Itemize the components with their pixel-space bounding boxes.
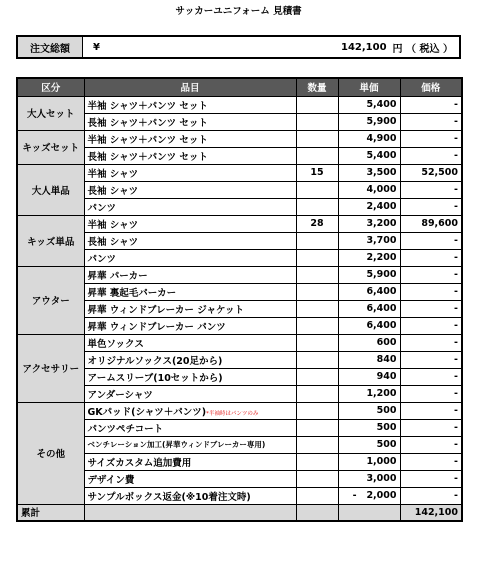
- item-name: 昇華 ウィンドブレーカー パンツ: [87, 321, 226, 333]
- item-name: パンツ: [87, 202, 117, 214]
- item-cell: [84, 198, 296, 215]
- line-total-cell: -: [400, 96, 462, 113]
- item-name: 長袖 シャツ＋パンツ セット: [87, 117, 208, 129]
- unit-price-cell: 840: [338, 351, 400, 368]
- table-row: [17, 419, 462, 436]
- table-row: [17, 368, 462, 385]
- qty-cell: [296, 130, 338, 147]
- item-cell: [84, 470, 296, 487]
- table-row: [17, 130, 462, 147]
- table-row: [17, 351, 462, 368]
- qty-cell: [296, 470, 338, 487]
- item-name: オリジナルソックス(20足から): [87, 355, 223, 367]
- qty-cell: [296, 266, 338, 283]
- item-cell: [84, 317, 296, 334]
- unit-price-cell: 2,400: [338, 198, 400, 215]
- line-total-cell: -: [400, 470, 462, 487]
- qty-cell: [296, 402, 338, 419]
- header-item: 品目: [84, 78, 296, 96]
- category-cell: アクセサリー: [17, 334, 84, 402]
- unit-price-cell: 3,200: [338, 215, 400, 232]
- item-cell: [84, 147, 296, 164]
- line-total-cell: -: [400, 453, 462, 470]
- line-total-cell: -: [400, 487, 462, 504]
- unit-price-cell: 940: [338, 368, 400, 385]
- item-cell: [84, 453, 296, 470]
- grand-total-label: 累計: [17, 504, 84, 521]
- qty-cell: 15: [296, 164, 338, 181]
- item-cell: [84, 181, 296, 198]
- line-total-cell: -: [400, 368, 462, 385]
- qty-cell: [296, 317, 338, 334]
- line-total-cell: 89,600: [400, 215, 462, 232]
- table-row: [17, 232, 462, 249]
- qty-cell: 28: [296, 215, 338, 232]
- line-total-cell: -: [400, 147, 462, 164]
- unit-price-cell: - 2,000: [338, 487, 400, 504]
- line-total-cell: -: [400, 436, 462, 453]
- category-cell: アウター: [17, 266, 84, 334]
- unit-price-cell: 1,200: [338, 385, 400, 402]
- item-name: パンツペチコート: [87, 423, 164, 435]
- item-cell: [84, 368, 296, 385]
- item-cell: [84, 232, 296, 249]
- line-total-cell: -: [400, 249, 462, 266]
- grand-total-row: [17, 504, 462, 521]
- qty-cell: [296, 113, 338, 130]
- qty-cell: [296, 181, 338, 198]
- item-cell: [84, 215, 296, 232]
- unit-price-cell: 500: [338, 402, 400, 419]
- table-row: [17, 266, 462, 283]
- item-name: 長袖 シャツ: [87, 236, 139, 248]
- item-name: ベンチレーション加工(昇華ウィンドブレーカー専用): [87, 440, 266, 449]
- line-total-cell: -: [400, 266, 462, 283]
- item-cell: [84, 487, 296, 504]
- item-name: 半袖 シャツ＋パンツ セット: [87, 134, 208, 146]
- table-row: [17, 300, 462, 317]
- qty-cell: [296, 96, 338, 113]
- unit-price-cell: 6,400: [338, 300, 400, 317]
- item-cell: [84, 402, 296, 419]
- unit-price-cell: 3,700: [338, 232, 400, 249]
- table-row: [17, 198, 462, 215]
- unit-price-cell: 1,000: [338, 453, 400, 470]
- table-row: [17, 181, 462, 198]
- line-total-cell: -: [400, 300, 462, 317]
- table-row: [17, 283, 462, 300]
- item-name: 昇華 パーカー: [87, 270, 148, 282]
- order-total-amount: 142,100: [341, 41, 387, 53]
- category-cell: その他: [17, 402, 84, 504]
- item-name: サイズカスタム追加費用: [87, 457, 192, 469]
- tax-included-note: 円 （ 税込 ）: [392, 43, 453, 55]
- item-cell: [84, 436, 296, 453]
- unit-price-cell: 600: [338, 334, 400, 351]
- item-cell: [84, 283, 296, 300]
- estimate-rows: [17, 96, 462, 504]
- qty-cell: [296, 147, 338, 164]
- page-title: サッカーユニフォーム 見積書: [175, 6, 302, 17]
- line-total-cell: -: [400, 317, 462, 334]
- qty-cell: [296, 334, 338, 351]
- line-total-cell: -: [400, 130, 462, 147]
- unit-price-cell: 4,000: [338, 181, 400, 198]
- qty-cell: [296, 198, 338, 215]
- unit-price-cell: 500: [338, 419, 400, 436]
- unit-price-cell: 3,500: [338, 164, 400, 181]
- table-row: [17, 402, 462, 419]
- item-cell: [84, 334, 296, 351]
- item-cell: [84, 300, 296, 317]
- item-name: アームスリーブ(10セットから): [87, 372, 223, 384]
- item-cell: [84, 130, 296, 147]
- item-name: デザイン費: [87, 474, 135, 486]
- line-total-cell: -: [400, 385, 462, 402]
- item-cell: [84, 419, 296, 436]
- grand-total-value: 142,100: [400, 504, 462, 521]
- table-row: [17, 249, 462, 266]
- item-name: アンダーシャツ: [87, 389, 153, 401]
- table-row: [17, 317, 462, 334]
- line-total-cell: -: [400, 351, 462, 368]
- item-cell: [84, 385, 296, 402]
- qty-cell: [296, 283, 338, 300]
- item-note: *半袖時はパンツのみ: [206, 410, 259, 417]
- category-cell: キッズセット: [17, 130, 84, 164]
- unit-price-cell: 4,900: [338, 130, 400, 147]
- item-cell: [84, 249, 296, 266]
- line-total-cell: -: [400, 419, 462, 436]
- line-total-cell: -: [400, 113, 462, 130]
- item-cell: [84, 113, 296, 130]
- unit-price-cell: 5,400: [338, 96, 400, 113]
- qty-cell: [296, 487, 338, 504]
- unit-price-cell: 2,200: [338, 249, 400, 266]
- table-row: [17, 487, 462, 504]
- qty-cell: [296, 436, 338, 453]
- qty-cell: [296, 385, 338, 402]
- line-total-cell: -: [400, 402, 462, 419]
- header-total: 価格: [400, 78, 462, 96]
- line-total-cell: 52,500: [400, 164, 462, 181]
- table-row: [17, 385, 462, 402]
- order-total-label: 注文総額: [18, 37, 83, 57]
- item-name: 昇華 ウィンドブレーカー ジャケット: [87, 304, 245, 316]
- header-category: 区分: [17, 78, 84, 96]
- table-row: [17, 453, 462, 470]
- item-name: パンツ: [87, 253, 117, 265]
- category-cell: 大人セット: [17, 96, 84, 130]
- line-total-cell: -: [400, 181, 462, 198]
- item-name: 半袖 シャツ: [87, 219, 139, 231]
- table-row: [17, 147, 462, 164]
- item-name: 長袖 シャツ: [87, 185, 139, 197]
- table-row: [17, 96, 462, 113]
- qty-cell: [296, 453, 338, 470]
- table-row: [17, 470, 462, 487]
- item-name: GKパッド(シャツ＋パンツ): [87, 406, 207, 418]
- item-cell: [84, 351, 296, 368]
- item-name: 半袖 シャツ＋パンツ セット: [87, 100, 208, 112]
- header-price: 単価: [338, 78, 400, 96]
- table-row: [17, 215, 462, 232]
- table-row: [17, 164, 462, 181]
- line-total-cell: -: [400, 334, 462, 351]
- item-name: サンプルボックス返金(※10着注文時): [87, 491, 251, 503]
- table-row: [17, 113, 462, 130]
- unit-price-cell: 3,000: [338, 470, 400, 487]
- qty-cell: [296, 419, 338, 436]
- item-name: 半袖 シャツ: [87, 168, 139, 180]
- unit-price-cell: 5,400: [338, 147, 400, 164]
- qty-cell: [296, 232, 338, 249]
- item-cell: [84, 164, 296, 181]
- item-cell: [84, 266, 296, 283]
- table-row: [17, 436, 462, 453]
- category-cell: キッズ単品: [17, 215, 84, 266]
- table-row: [17, 334, 462, 351]
- line-total-cell: -: [400, 283, 462, 300]
- table-header-row: [17, 78, 462, 96]
- unit-price-cell: 6,400: [338, 283, 400, 300]
- unit-price-cell: 5,900: [338, 266, 400, 283]
- header-qty: 数量: [296, 78, 338, 96]
- item-name: 昇華 裏起毛パーカー: [87, 287, 177, 299]
- line-total-cell: -: [400, 198, 462, 215]
- unit-price-cell: 6,400: [338, 317, 400, 334]
- item-name: 長袖 シャツ＋パンツ セット: [87, 151, 208, 163]
- item-cell: [84, 96, 296, 113]
- line-total-cell: -: [400, 232, 462, 249]
- estimate-table: [16, 77, 463, 522]
- unit-price-cell: 5,900: [338, 113, 400, 130]
- qty-cell: [296, 351, 338, 368]
- qty-cell: [296, 249, 338, 266]
- currency-symbol: ¥: [93, 41, 100, 53]
- qty-cell: [296, 368, 338, 385]
- item-name: 単色ソックス: [87, 338, 144, 350]
- category-cell: 大人単品: [17, 164, 84, 215]
- order-total-box: [16, 35, 461, 59]
- qty-cell: [296, 300, 338, 317]
- unit-price-cell: 500: [338, 436, 400, 453]
